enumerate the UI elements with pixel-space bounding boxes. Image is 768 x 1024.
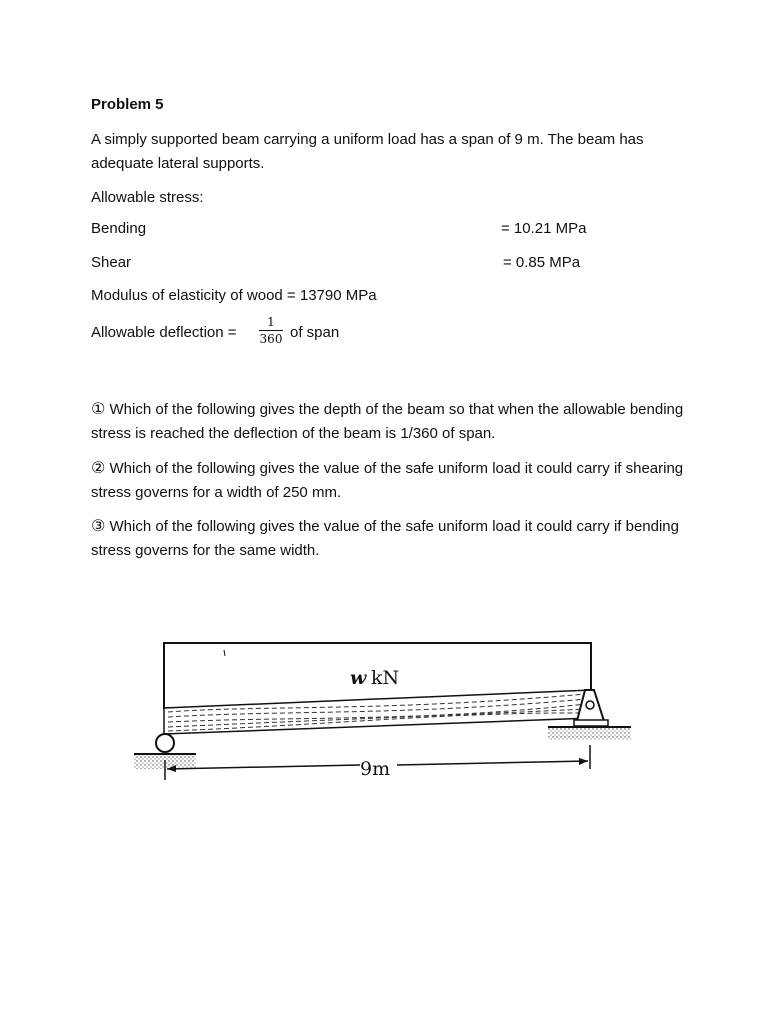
- problem-title: Problem 5: [91, 96, 164, 113]
- allowable-stress-label: Allowable stress:: [91, 189, 204, 206]
- bending-value: = 10.21 MPa: [501, 220, 587, 237]
- problem-intro: A simply supported beam carrying a uniform load has a span of 9 m. The beam has adequate lateral supports.: [91, 131, 644, 172]
- question-2-text: Which of the following gives the value of the safe uniform load it could carry if shearing stress governs for a width of 250 mm.: [91, 460, 684, 501]
- bending-label: Bending: [91, 220, 147, 237]
- deflection-suffix: of span: [290, 324, 340, 341]
- modulus-text: Modulus of elasticity of wood = 13790 MPa: [91, 287, 377, 304]
- span-label: 9m: [360, 758, 391, 780]
- shear-label: Shear: [91, 254, 132, 271]
- question-2-marker: ②: [91, 458, 106, 477]
- load-w-symbol: w: [350, 667, 367, 689]
- question-3-marker: ③: [91, 516, 106, 535]
- question-1-text: Which of the following gives the depth of the beam so that when the allowable bending stress is reached the deflection of the beam is 1/360 of span.: [91, 401, 684, 442]
- question-1-marker: ①: [91, 399, 106, 418]
- deflection-prefix: Allowable deflection =: [91, 324, 237, 341]
- fraction-denominator: 360: [259, 332, 283, 346]
- load-unit-label: kN: [371, 667, 400, 689]
- question-3-text: Which of the following gives the value of the safe uniform load it could carry if bending stress governs for the same width.: [91, 518, 679, 559]
- shear-value: = 0.85 MPa: [503, 254, 581, 271]
- fraction-numerator: 1: [267, 315, 275, 329]
